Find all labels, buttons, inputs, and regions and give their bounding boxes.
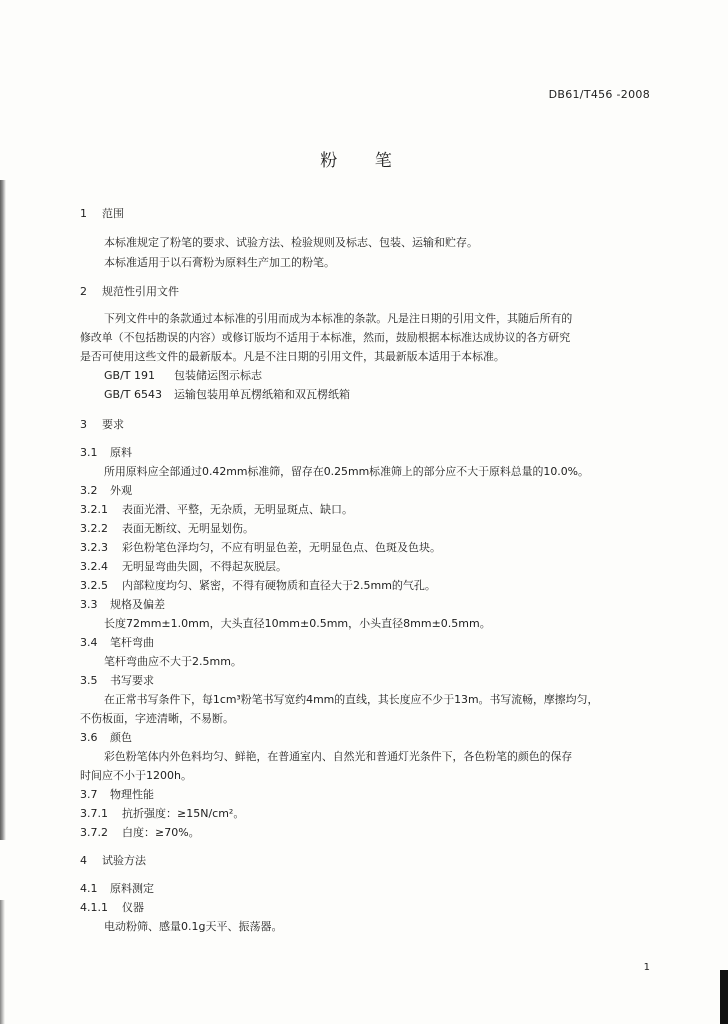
item-3-2-4: 3.2.4 无明显弯曲失圆，不得起灰脱层。 bbox=[80, 560, 287, 573]
item-3-2-1: 3.2.1 表面光滑、平整，无杂质，无明显斑点、缺口。 bbox=[80, 503, 353, 516]
item-3-2-2: 3.2.2 表面无断纹、无明显划伤。 bbox=[80, 522, 254, 535]
reference-gb-t-6543: GB/T 6543 运输包装用单瓦楞纸箱和双瓦楞纸箱 bbox=[104, 388, 350, 401]
section-1-paragraph-2: 本标准适用于以石膏粉为原料生产加工的粉笔。 bbox=[104, 256, 335, 269]
section-3-1-text: 所用原料应全部通过0.42mm标准筛，留存在0.25mm标准筛上的部分应不大于原料总量的10.0%。 bbox=[104, 465, 589, 478]
scan-shadow-left-lower bbox=[0, 900, 5, 1024]
item-3-2-3: 3.2.3 彩色粉笔色泽均匀，不应有明显色差，无明显色点、色斑及色块。 bbox=[80, 541, 441, 554]
item-3-7-2: 3.7.2 白度：≥70%。 bbox=[80, 826, 200, 839]
section-4-heading: 4 试验方法 bbox=[80, 854, 146, 867]
section-3-6-text-line-1: 彩色粉笔体内外色料均匀、鲜艳，在普通室内、自然光和普通灯光条件下，各色粉笔的颜色的保存 bbox=[104, 750, 573, 763]
section-4-1-1-text: 电动粉筛、感量0.1g天平、振荡器。 bbox=[104, 920, 283, 933]
section-2-heading: 2 规范性引用文件 bbox=[80, 285, 179, 298]
document-title: 粉 笔 bbox=[320, 151, 408, 171]
section-3-6-text-line-2: 时间应不小于1200h。 bbox=[80, 769, 192, 782]
section-3-4-heading: 3.4 笔杆弯曲 bbox=[80, 636, 154, 649]
scan-mark-right bbox=[720, 970, 728, 1024]
section-3-heading: 3 要求 bbox=[80, 418, 124, 431]
section-3-5-heading: 3.5 书写要求 bbox=[80, 674, 154, 687]
section-4-1-1-heading: 4.1.1 仪器 bbox=[80, 901, 144, 914]
section-3-5-text-line-2: 不伤板面，字迹清晰，不易断。 bbox=[80, 712, 234, 725]
section-3-7-heading: 3.7 物理性能 bbox=[80, 788, 154, 801]
section-1-heading: 1 范围 bbox=[80, 207, 124, 220]
item-3-7-1: 3.7.1 抗折强度：≥15N/cm²。 bbox=[80, 807, 245, 820]
section-4-1-heading: 4.1 原料测定 bbox=[80, 882, 154, 895]
section-1-paragraph-1: 本标准规定了粉笔的要求、试验方法、检验规则及标志、包装、运输和贮存。 bbox=[104, 236, 478, 249]
scan-shadow-left bbox=[0, 180, 6, 840]
section-3-3-heading: 3.3 规格及偏差 bbox=[80, 598, 165, 611]
reference-gb-t-191: GB/T 191 包装储运图示标志 bbox=[104, 369, 262, 382]
page-number: 1 bbox=[643, 962, 650, 973]
section-3-4-text: 笔杆弯曲应不大于2.5mm。 bbox=[104, 655, 242, 668]
section-3-2-heading: 3.2 外观 bbox=[80, 484, 132, 497]
standard-code: DB61/T456 -2008 bbox=[548, 88, 650, 101]
section-2-paragraph-line-1: 下列文件中的条款通过本标准的引用而成为本标准的条款。凡是注日期的引用文件，其随后所有的 bbox=[104, 312, 573, 325]
section-3-5-text-line-1: 在正常书写条件下，每1cm³粉笔书写宽约4mm的直线，其长度应不少于13m。书写流畅，摩擦均匀， bbox=[104, 693, 599, 706]
item-3-2-5: 3.2.5 内部粒度均匀、紧密，不得有硬物质和直径大于2.5mm的气孔。 bbox=[80, 579, 436, 592]
section-3-6-heading: 3.6 颜色 bbox=[80, 731, 132, 744]
section-2-paragraph-line-2: 修改单（不包括勘误的内容）或修订版均不适用于本标准，然而，鼓励根据本标准达成协议的各方研究 bbox=[80, 331, 571, 344]
section-2-paragraph-line-3: 是否可使用这些文件的最新版本。凡是不注日期的引用文件，其最新版本适用于本标准。 bbox=[80, 350, 505, 363]
section-3-1-heading: 3.1 原料 bbox=[80, 446, 132, 459]
section-3-3-text: 长度72mm±1.0mm，大头直径10mm±0.5mm，小头直径8mm±0.5mm。 bbox=[104, 617, 491, 630]
